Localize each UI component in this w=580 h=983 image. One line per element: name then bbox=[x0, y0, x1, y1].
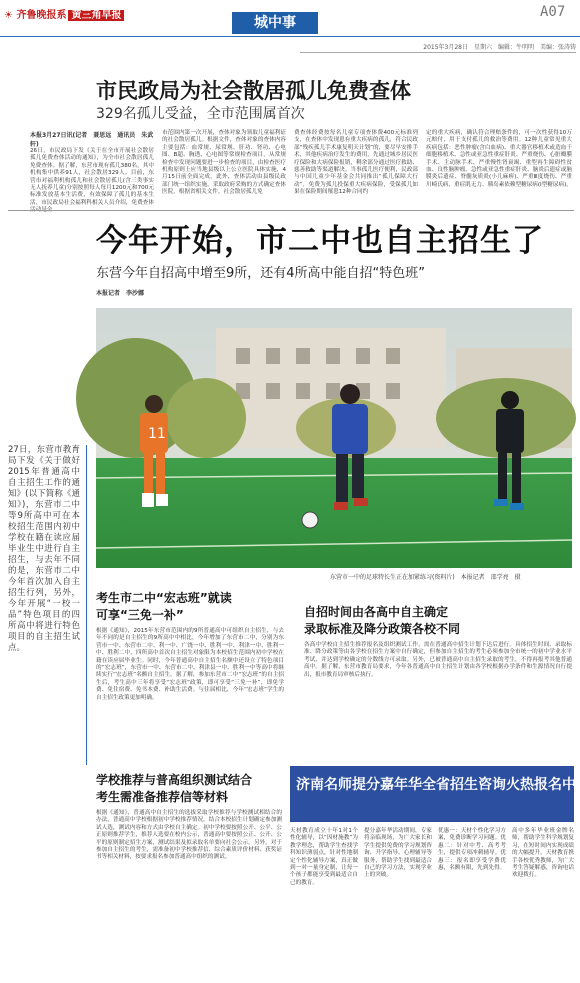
sub1-title: 考生市二中“宏志班”就读 bbox=[96, 591, 232, 605]
svg-text:11: 11 bbox=[148, 426, 166, 442]
sub3-block bbox=[304, 604, 572, 742]
dateline: 2015年3月28日 星期六 编辑：牛明明 美编：张涛铸 bbox=[423, 44, 576, 51]
article1-col2: 市范围内第一次开展，查体对象为领取儿童福利证的社会散居孤儿。根据文件，查体对象的查体内容主要包括：血常规、尿常规、肝功、肾功、心电图、B超、胸透、心电图等常规检查项目，从常规检查中发现问题要进一步检查的项目，由检查医疗机构原则上应当地县级以上公立医院具体实施，4月15日前全面完成。此外，查体活动由县级民政部门统一组织实施，采取政府采购的方式确定查体医院，根据省相关文件，社会散居孤儿免 bbox=[162, 130, 286, 196]
article3-col2: 提分嘉年华活动期间，专家将亲临现场，为广大家长和学生提供免费的学习规划咨询、升学指导、心理辅导等服务，帮助学生找到最适合自己的学习方法，实现学业上的突破。 bbox=[364, 828, 432, 879]
article1-subtitle: 329名孤儿受益，全市范围属首次 bbox=[96, 106, 305, 122]
sub2-block bbox=[96, 772, 282, 980]
masthead-logo bbox=[4, 6, 124, 21]
photo-caption: 东营市一中的足球特长生正在加紧练习(资料片) 本报记者 邵学亮 摄 bbox=[330, 574, 521, 581]
sun-icon: ☀ bbox=[4, 10, 13, 21]
article3-col1: 天材教育成立十年1对1个性化辅导，以“因材施教”为教学理念，帮助学生查找学科知识薄弱点，针对性地制定个性化辅导方案，真正做到一对一量身定制，让每一个孩子都能享受到最适合自己的教育。 bbox=[290, 828, 358, 886]
sub3-title2: 录取标准及降分政策各校不同 bbox=[304, 622, 461, 636]
sub1-text: 根据《通知》，2015年东营市范围内的9所普通高中可组织自主招生，与去年不同的是自主招生的9所高中中相比，今年增加了东营市二中，分别为东营市一中、东营市二中、利一中、广饶一中、胜利一中、利津一中、胜利一中、胜利二中，四所高中首次自主招生对象限为本校招生范围内初中学校在籍在读应届毕业生。同时，今年普通高中自主招生名额中还设立了特色项目的“宏志班”，东营市一中、东营市二中、利津县一中、胜利一中等高中将继续实行“宏志班”名额自主招生。据了解，参加东营市二中“宏志班”的自主招生后，考生高中三年将享受“宏志班”政策，即可享受“三免一补”，即免学费、免住宿费、免书本费、补助生活费。与往届相比，今年“宏志班”学生的自主招生政策更加明确。 bbox=[96, 628, 284, 701]
article1-title: 市民政局为社会散居孤儿免费查体 bbox=[96, 79, 411, 103]
sub1-block bbox=[96, 590, 284, 776]
sub3-title: 自招时间由各高中自主确定 bbox=[304, 605, 449, 619]
article2-byline: 本报记者 李沙娜 bbox=[96, 290, 145, 297]
article1-col4: 定的重大疾病，确认符合理赔条件的，可一次性获得10万元赔付，用于支付孤儿的救治等费用。12种儿童常见重大疾病包括：恶性肿瘤(含白血病)、重大器官移植术或造血干细胞移植术、急性或亚急性重症肝炎、严重烧伤、心脏瓣膜手术、主动脉手术、严重慢性肾衰竭、重型再生障碍性贫血、良性脑肿瘤、急性或亚急性重症肝炎、脑炎后遗症或脑膜炎后遗症、脊髓灰质炎(小儿麻痹)、严重Ⅲ度烧伤、严重川崎氏病、重症肌无力、胰岛素依赖型糖尿病(Ⅰ型糖尿病)。 bbox=[426, 130, 572, 188]
masthead bbox=[0, 0, 580, 40]
article2-lead: 27日，东营市教育局下发《关于做好2015年普通高中自主招生工作的通知》(以下简称《通知》)，东营市二中等9所高中可在本校招生范围内初中学校在籍在读应届毕业生中进行自主招生，与去年不同的是，东营市二中今年首次加入自主招生行列，另外，今年开展“一校一品”特色项目的四所高中将进行特色项目的自主招生试点。 bbox=[8, 445, 80, 653]
sub3-text: 各高中学校自主招生推荐报名及组织测试工作，需在普通高中招生计划下达后进行。具体招生时间、录取标准、降分政策等由各学校在招生方案中自行确定，但参加自主招生的考生必须参加全市统一的初中学业水平考试，并达到学校确定的分数线方可录取。另外，已被普通高中自主招生录取的考生，不得再报考其他普通高中。据了解，东营市教育局要求，今年各普通高中自主招生计划由各学校根据办学条件和生源情况自行提出，报市教育局审核后执行。 bbox=[304, 642, 572, 678]
brand-name: 齐鲁晚报 bbox=[16, 10, 57, 21]
article3-col4: 高中多年毕业班金牌名师，帮助学生科学规划复习，在短时间内实现成绩的大幅提升。天材教育携手各校优秀教师，为广大考生答疑解惑，咨询电话欢迎拨打。 bbox=[512, 828, 574, 879]
sub2-title: 学校推荐与普高组织测试结合 bbox=[96, 773, 253, 787]
sub1-title2: 可享“三免一补” bbox=[96, 608, 184, 622]
brand-tag: 黄三角早报 bbox=[68, 10, 124, 21]
article1-col1-wrap bbox=[30, 130, 154, 210]
football-photo-image bbox=[96, 308, 572, 568]
section-title: 城中事 bbox=[232, 12, 318, 34]
article1-col3: 费查体经费按每名儿童专项查体费400元标准列支，在查体中发现患有重大疾病的孤儿，符合民政部“残疾孤儿手术康复明天计划”的，要尽早安排手术，其他疾病治疗发生的费用，先通过城乡居民医疗保险和大病保险报销，剩余部分通过医疗救助、慈善救助等渠道解决。当事孤儿医疗便利，民政部与中国儿童少年基金会共同推出“孤儿保障大行动”，免费为孤儿投保重大疾病保险，受保孤儿如果在保险期间罹患12种合同约 bbox=[294, 130, 418, 196]
dateline-rule bbox=[300, 52, 576, 53]
sub2-text: 根据《通知》，普通高中自主招生的选拔采取学校推荐与学校测试相结合的办法，普通高中学校根据初中学校推荐情况，结合本校招生计划确定参加测试人选，测试内容和方式由学校自主确定。初中学校要按照公开、公平、公正原则推荐学生，推荐人选要在校内公示，普通高中要按照公正、公开、公平的原则制定招生方案，测试结果及拟录取名单要向社会公示。另外，对于参加自主招生的考生，需准备初中学校推荐信、综合素质评价材料、获奖证书等相关材料，按要求报名参加普通高中组织的测试。 bbox=[96, 810, 282, 861]
football-icon bbox=[302, 512, 318, 528]
sidebar-rule bbox=[86, 445, 87, 765]
brand-system: 系 bbox=[56, 10, 67, 21]
article2-subtitle: 东营今年自招高中增至9所，还有4所高中能自招“特色班” bbox=[96, 266, 426, 281]
top-rule bbox=[0, 36, 580, 37]
article3-col3: 优惠一：天材个性化学习方案，免费诊断学习问题。优惠二：针对中考、高考考生，提供专项冲刺辅导。优惠三：报名即享受学费优惠，名额有限，先到先得。 bbox=[438, 828, 506, 872]
article-divider bbox=[8, 210, 574, 211]
page-number: A07 bbox=[540, 4, 566, 20]
article1-col1: 26日，市民政局下发《关于在全市开展社会散居孤儿免费查体活动的通知》，为全市社会散居孤儿免费查体。据了解，东营市现有孤儿380名，其中机构集中供养91人，社会散居329人。目前，东营市对福利机构孤儿和社会散居孤儿(含三类事实无人抚养儿童)分别按照每人每月1200元和700元标准发放基本生活费，有效保障了孤儿的基本生活，市民政局社会福利科相关人员介绍，免费查体 bbox=[30, 148, 154, 206]
football-photo bbox=[96, 308, 572, 568]
article3-title: 济南名师提分嘉年华全省招生咨询火热报名中 bbox=[296, 777, 576, 793]
article2-title: 今年开始，市二中也自主招生了 bbox=[96, 223, 544, 259]
sub2-title2: 考生需准备推荐信等材料 bbox=[96, 790, 229, 804]
article1-byline: 本报3月27日讯(记者 聂思远 通讯员 朱武轩) bbox=[30, 132, 154, 148]
